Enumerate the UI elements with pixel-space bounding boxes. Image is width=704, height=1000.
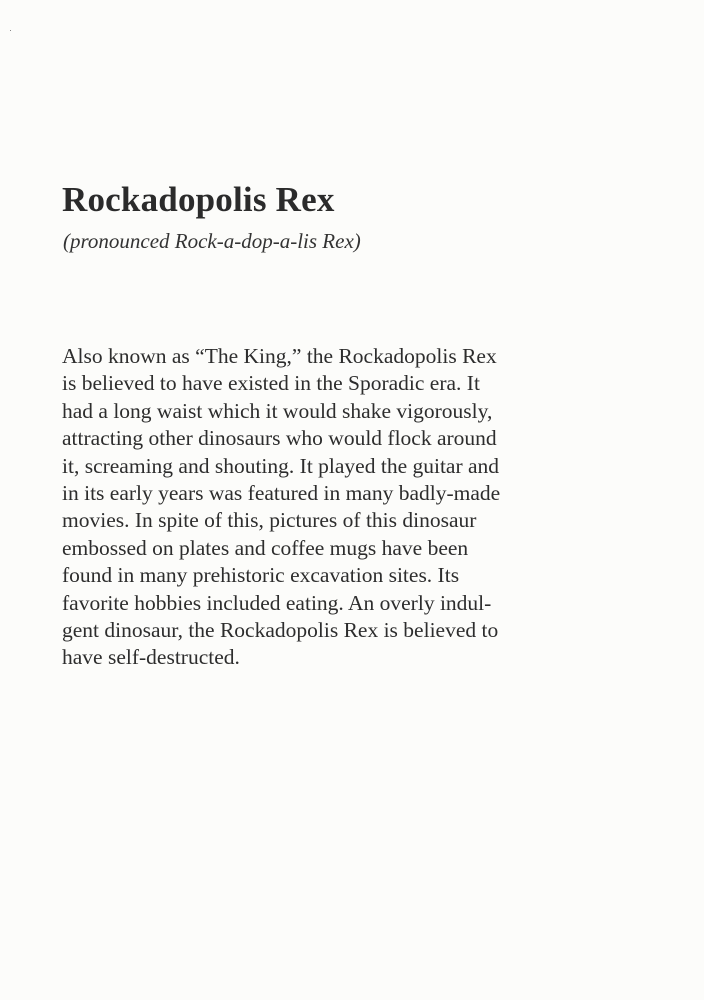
body-line: Also known as “The King,” the Rockadopolis Rex: [62, 344, 497, 368]
body-line: is believed to have existed in the Sporadic era. It: [62, 371, 480, 396]
body-line: favorite hobbies included eating. An overly indul-: [62, 590, 492, 615]
body-line: had a long waist which it would shake vigorously,: [62, 398, 493, 423]
body-line: in its early years was featured in many badly-made: [62, 481, 501, 506]
pronunciation-subtitle: (pronounced Rock-a-dop-a-lis Rex): [63, 229, 361, 253]
body-line: movies. In spite of this, pictures of this dinosaur: [62, 508, 477, 533]
body-line: it, screaming and shouting. It played the guitar and: [62, 453, 500, 478]
article-body: [62, 343, 662, 672]
body-line: have self-destructed.: [62, 645, 240, 670]
body-line: embossed on plates and coffee mugs have been: [62, 535, 469, 560]
body-line: found in many prehistoric excavation sites. Its: [62, 563, 460, 588]
body-line: gent dinosaur, the Rockadopolis Rex is believed to: [62, 618, 499, 643]
scan-speck: [10, 30, 11, 31]
body-line: attracting other dinosaurs who would flock around: [62, 426, 497, 451]
article-title: Rockadopolis Rex: [62, 180, 335, 219]
